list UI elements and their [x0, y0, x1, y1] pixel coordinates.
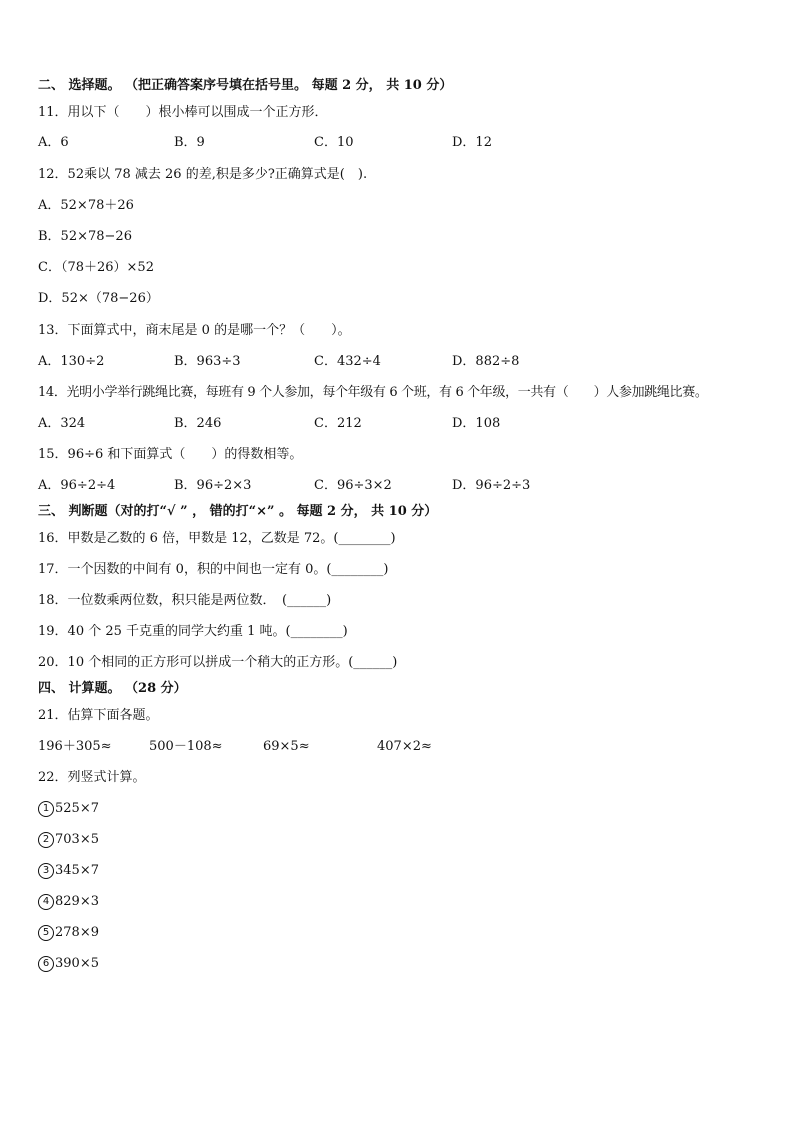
option-b[interactable]: B．9: [174, 135, 205, 150]
circled-number: 5: [38, 925, 54, 941]
judgement-item-18[interactable]: 18．一位数乘两位数，积只能是两位数． (______): [38, 593, 332, 608]
circled-number: 1: [38, 801, 54, 817]
option-d[interactable]: D．96÷2÷3: [452, 478, 531, 493]
calc-expression: 278×9: [55, 925, 99, 940]
vertical-calc-item[interactable]: [38, 862, 99, 880]
calc-expression: 829×3: [55, 894, 99, 909]
question-13-stem: 13．下面算式中，商末尾是 0 的是哪一个？（ ）。: [38, 323, 351, 338]
option-a[interactable]: A．96÷2÷4: [38, 478, 116, 493]
judgement-item-17[interactable]: 17．一个因数的中间有 0，积的中间也一定有 0。(________): [38, 562, 389, 577]
estimate-item[interactable]: 500－108≈: [149, 739, 223, 754]
option-a[interactable]: A．324: [38, 416, 86, 431]
question-14-stem: 14．光明小学举行跳绳比赛，每班有 9 个人参加，每个年级有 6 个班，有 6 个年级，一共有（ ）人参加跳绳比赛。: [38, 385, 708, 400]
question-21-stem: 21．估算下面各题。: [38, 708, 159, 723]
option-a[interactable]: A．6: [38, 135, 69, 150]
judgement-item-20[interactable]: 20．10 个相同的正方形可以拼成一个稍大的正方形。(______): [38, 655, 398, 670]
calc-expression: 525×7: [55, 801, 99, 816]
option-c[interactable]: C．（78＋26）×52: [38, 260, 154, 275]
option-b[interactable]: B．52×78−26: [38, 229, 132, 244]
option-b[interactable]: B．963÷3: [174, 354, 241, 369]
judgement-item-19[interactable]: 19．40 个 25 千克重的同学大约重 1 吨。(________): [38, 624, 348, 639]
option-d[interactable]: D．12: [452, 135, 492, 150]
calc-expression: 703×5: [55, 832, 99, 847]
section-4-heading: 四、 计算题。 （28 分）: [38, 681, 187, 696]
calc-expression: 390×5: [55, 956, 99, 971]
option-c[interactable]: C．10: [314, 135, 354, 150]
judgement-item-16[interactable]: 16．甲数是乙数的 6 倍，甲数是 12，乙数是 72。(________): [38, 531, 396, 546]
option-b[interactable]: B．246: [174, 416, 222, 431]
question-15-stem: 15．96÷6 和下面算式（ ）的得数相等。: [38, 447, 303, 462]
question-22-stem: 22．列竖式计算。: [38, 770, 146, 785]
section-2-heading: 二、 选择题。 （把正确答案序号填在括号里。 每题 2 分， 共 10 分）: [38, 78, 453, 93]
vertical-calc-item[interactable]: [38, 831, 99, 849]
question-12-stem: 12．52乘以 78 减去 26 的差,积是多少?正确算式是( ).: [38, 167, 368, 182]
section-3-heading: 三、 判断题（对的打“√ ” ， 错的打“×” 。 每题 2 分， 共 10 分）: [38, 504, 438, 519]
option-c[interactable]: C．96÷3×2: [314, 478, 392, 493]
vertical-calc-item[interactable]: [38, 893, 99, 911]
vertical-calc-item[interactable]: [38, 924, 99, 942]
option-d[interactable]: D．882÷8: [452, 354, 520, 369]
option-b[interactable]: B．96÷2×3: [174, 478, 252, 493]
circled-number: 4: [38, 894, 54, 910]
vertical-calc-item[interactable]: [38, 955, 99, 973]
question-11-stem: 11．用以下（ ）根小棒可以围成一个正方形．: [38, 105, 328, 120]
circled-number: 6: [38, 956, 54, 972]
calc-expression: 345×7: [55, 863, 99, 878]
option-c[interactable]: C．212: [314, 416, 362, 431]
circled-number: 3: [38, 863, 54, 879]
option-d[interactable]: D．52×（78−26）: [38, 291, 159, 306]
circled-number: 2: [38, 832, 54, 848]
estimate-item[interactable]: 69×5≈: [263, 739, 310, 754]
option-c[interactable]: C．432÷4: [314, 354, 381, 369]
vertical-calc-item[interactable]: [38, 800, 99, 818]
option-d[interactable]: D．108: [452, 416, 501, 431]
option-a[interactable]: A．130÷2: [38, 354, 105, 369]
estimate-item[interactable]: 196＋305≈: [38, 739, 112, 754]
option-a[interactable]: A．52×78＋26: [38, 198, 134, 213]
estimate-item[interactable]: 407×2≈: [377, 739, 432, 754]
